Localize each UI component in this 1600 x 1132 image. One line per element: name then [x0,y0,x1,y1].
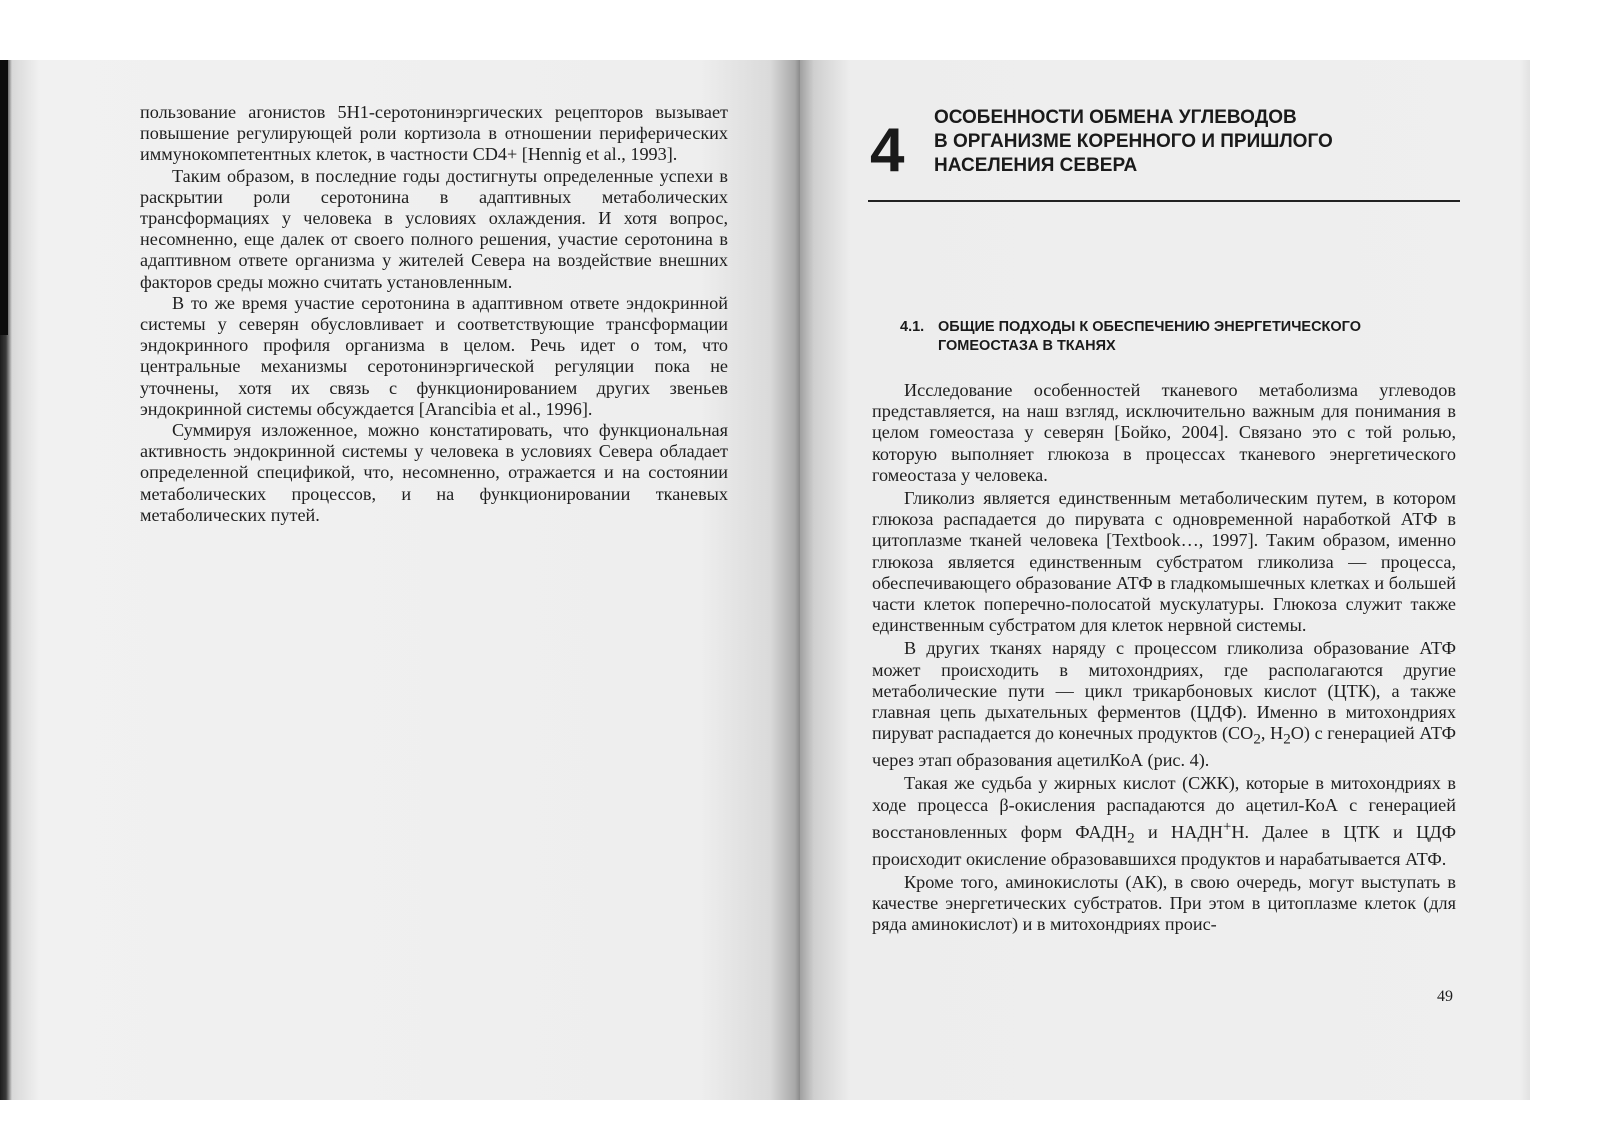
scan-edge-shadow [0,60,8,335]
left-paragraph-1: пользование агонистов 5Н1-серотонинэргических рецепторов вызывает повышение регулирующей роли кортизола в отношении периферических иммунокомпетентных клеток, в частности CD4+ [Hennig et al., 1993]. [140,102,728,165]
left-page-body [140,102,728,526]
chapter-divider [868,200,1460,202]
section-number: 4.1. [900,319,925,335]
subscript: 2 [1127,829,1135,847]
left-paragraph-2: Таким образом, в последние годы достигнуты определенные успехи в раскрытии роли серотонина в адаптивных метаболических трансформациях у человека в условиях охлаждения. И хотя вопрос, несомненно, еще далек от своего полного решения, участие серотонина в адаптивном ответе организма у жителей Севера на воздействие внешних факторов среды можно считать установленным. [140,165,728,292]
paragraph-text: Такая же судьба у жирных кислот (СЖК), которые в митохондриях в ходе процесса β-окисления распадаются до ацетил-КоА с генерацией восстановленных форм ФАДН [872,773,1456,842]
superscript: + [1222,817,1232,835]
right-page-body [872,380,1456,935]
page-number: 49 [1437,988,1453,1005]
left-paragraph-3: В то же время участие серотонина в адаптивном ответе эндокринной системы у северян обусловливает и соответствующие трансформации эндокринного профиля организма в целом. Речь идет о том, что центральные механизмы серотонинэргической регуляции пока не уточнены, хотя их связь с функционированием других звеньев эндокринной системы обсуждается [Arancibia et al., 1996]. [140,292,728,419]
right-paragraph-1: Исследование особенностей тканевого метаболизма углеводов представляется, на наш взгляд, исключительно важным для понимания в целом гомеостаза у северян [Бойко, 2004]. Связано это с той ролью, которую выполняет глюкоза в процессах тканевого энергетического гомеостаза у человека. [872,380,1456,485]
chapter-title [934,106,1454,178]
paragraph-text: Н. Далее в ЦТК и ЦДФ происходит окисление образовавшихся продуктов и нарабатывается АТФ. [872,821,1456,869]
right-paragraph-3 [872,638,1456,771]
left-paragraph-4: Суммируя изложенное, можно констатировать, что функциональная активность эндокринной системы у человека в условиях Севера обладает определенной спецификой, что, несомненно, отражается и на состоянии метаболических процессов, и на функционировании тканевых метаболических путей. [140,420,728,525]
subscript: 2 [1253,730,1261,748]
chapter-title-line-3: НАСЕЛЕНИЯ СЕВЕРА [934,155,1138,176]
right-paragraph-4 [872,773,1456,870]
paragraph-text: , H [1260,723,1284,744]
section-heading [900,318,1460,356]
paragraph-text: В других тканях наряду с процессом гликолиза образование АТФ может происходить в митохондриях, где располагаются другие метаболические пути — цикл трикарбоновых кислот (ЦТК), а также главная цепь дыхательных ферментов (ЦДФ). Именно в митохондриях пируват распадается до конечных продуктов (CO [872,638,1456,744]
right-paragraph-5: Кроме того, аминокислоты (АК), в свою очередь, могут выступать в качестве энергетических субстратов. При этом в цитоплазме клеток (для ряда аминокислот) и в митохондриях проис- [872,871,1456,935]
paragraph-text: O) с генерацией АТФ через этап образования ацетилКоА (рис. 4). [872,723,1456,771]
paragraph-text: и НАДН [1134,821,1223,842]
section-title-line-1: ОБЩИЕ ПОДХОДЫ К ОБЕСПЕЧЕНИЮ ЭНЕРГЕТИЧЕСКОГО [938,319,1361,335]
section-title-line-2: ГОМЕОСТАЗА В ТКАНЯХ [938,338,1116,354]
right-paragraph-2: Гликолиз является единственным метаболическим путем, в котором глюкоза распадается до пирувата с одновременной наработкой АТФ в цитоплазме тканей человека [Textbook…, 1997]. Таким образом, именно глюкоза является единственным субстратом гликолиза — процесса, обеспечивающего образование АТФ в гладкомышечных клетках и большей части клеток поперечно-полосатой мускулатуры. Глюкоза служит также единственным субстратом для клеток нервной системы. [872,488,1456,636]
chapter-title-line-2: В ОРГАНИЗМЕ КОРЕННОГО И ПРИШЛОГО [934,131,1333,152]
subscript: 2 [1283,730,1291,748]
chapter-number: 4 [870,116,905,185]
chapter-title-line-1: ОСОБЕННОСТИ ОБМЕНА УГЛЕВОДОВ [934,107,1297,128]
